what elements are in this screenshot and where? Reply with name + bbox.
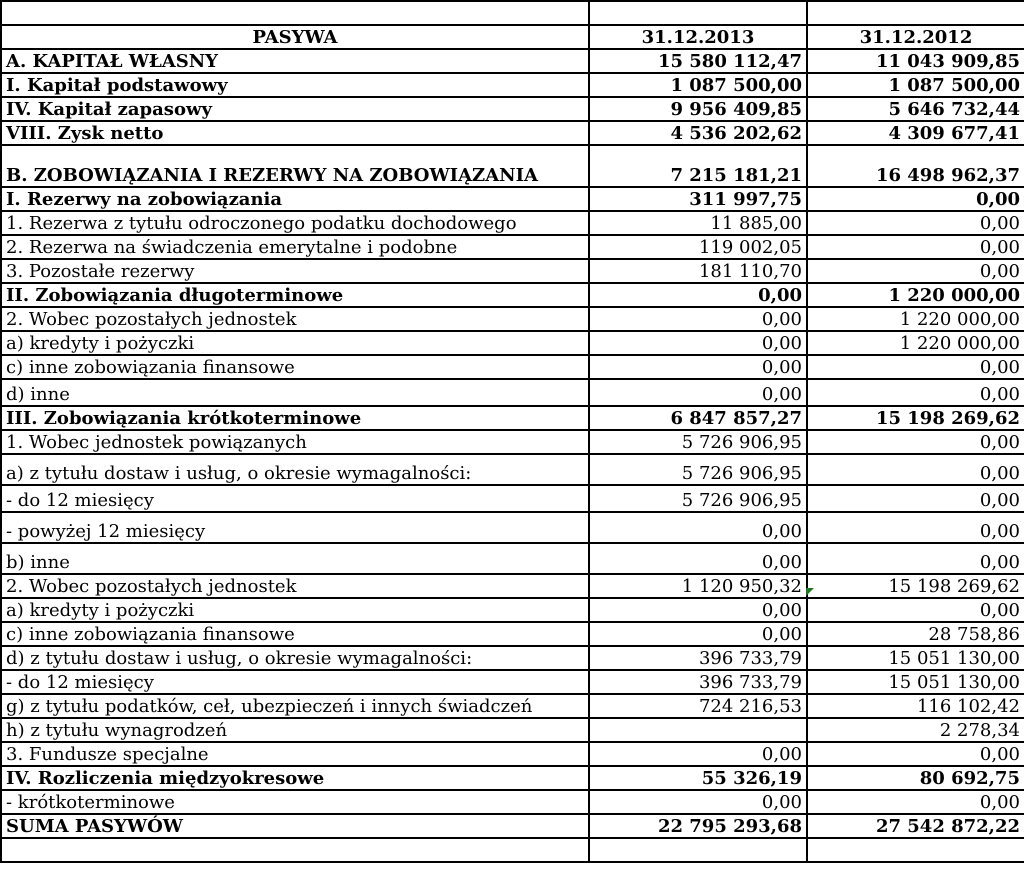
row-label-cell[interactable]: h) z tytułu wynagrodzeń xyxy=(1,718,589,742)
row-label-cell[interactable]: - krótkoterminowe xyxy=(1,790,589,814)
table-row xyxy=(1,331,1024,355)
value-2013-cell[interactable]: 0,00 xyxy=(589,355,807,379)
cell[interactable] xyxy=(589,1,807,25)
table-row xyxy=(1,145,1024,187)
value-2013-cell[interactable]: 1 120 950,32 xyxy=(589,574,807,598)
value-2013-cell[interactable]: 0,00 xyxy=(589,307,807,331)
value-2012-cell[interactable]: 15 051 130,00 xyxy=(807,646,1024,670)
value-2013-cell[interactable]: 0,00 xyxy=(589,622,807,646)
value-2012-cell[interactable]: 1 220 000,00 xyxy=(807,283,1024,307)
value-2013-cell[interactable]: 22 795 293,68 xyxy=(589,814,807,838)
value-2012-cell[interactable]: 0,00 xyxy=(807,790,1024,814)
value-2012-cell[interactable]: 0,00 xyxy=(807,235,1024,259)
table-row xyxy=(1,283,1024,307)
value-2012-cell[interactable]: 0,00 xyxy=(807,485,1024,512)
value-2012-cell[interactable]: 16 498 962,37 xyxy=(807,145,1024,187)
value-2012-cell[interactable]: 5 646 732,44 xyxy=(807,97,1024,121)
value-2012-cell[interactable]: 1 220 000,00 xyxy=(807,307,1024,331)
table-row xyxy=(1,718,1024,742)
value-2012-cell[interactable]: 0,00 xyxy=(807,543,1024,574)
value-2013-cell[interactable]: 1 087 500,00 xyxy=(589,73,807,97)
table-row xyxy=(1,814,1024,838)
table-row xyxy=(1,355,1024,379)
table-row xyxy=(1,574,1024,598)
table-row xyxy=(1,646,1024,670)
row-label-cell[interactable]: IV. Kapitał zapasowy xyxy=(1,97,589,121)
table-row xyxy=(1,512,1024,543)
value-2013-cell[interactable]: 5 726 906,95 xyxy=(589,454,807,485)
row-label-cell[interactable]: 2. Wobec pozostałych jednostek xyxy=(1,307,589,331)
cell[interactable] xyxy=(807,1,1024,25)
row-label-cell[interactable]: III. Zobowiązania krótkoterminowe xyxy=(1,406,589,430)
table-row xyxy=(1,259,1024,283)
value-2013-cell[interactable]: 119 002,05 xyxy=(589,235,807,259)
value-2013-cell[interactable]: 6 847 857,27 xyxy=(589,406,807,430)
blank-bottom-row xyxy=(1,838,1024,862)
value-2013-cell[interactable]: 0,00 xyxy=(589,283,807,307)
row-label-cell[interactable]: a) kredyty i pożyczki xyxy=(1,598,589,622)
row-label-cell[interactable]: 2. Wobec pozostałych jednostek xyxy=(1,574,589,598)
value-2013-cell[interactable]: 0,00 xyxy=(589,543,807,574)
cell-comment-indicator[interactable] xyxy=(806,588,814,596)
table-row xyxy=(1,307,1024,331)
value-2012-cell[interactable]: 2 278,34 xyxy=(807,718,1024,742)
value-2013-cell[interactable]: 0,00 xyxy=(589,512,807,543)
cell[interactable] xyxy=(807,838,1024,862)
row-label-cell[interactable]: VIII. Zysk netto xyxy=(1,121,589,145)
table-row xyxy=(1,49,1024,73)
value-2013-cell[interactable]: 181 110,70 xyxy=(589,259,807,283)
row-label-cell[interactable]: II. Zobowiązania długoterminowe xyxy=(1,283,589,307)
table-row xyxy=(1,694,1024,718)
value-2013-cell[interactable]: 15 580 112,47 xyxy=(589,49,807,73)
table-row xyxy=(1,790,1024,814)
value-2013-cell[interactable] xyxy=(589,718,807,742)
value-2013-cell[interactable]: 0,00 xyxy=(589,331,807,355)
table-row xyxy=(1,121,1024,145)
value-2013-cell[interactable]: 396 733,79 xyxy=(589,646,807,670)
liabilities-table-body xyxy=(1,1,1024,862)
value-2013-cell[interactable]: 0,00 xyxy=(589,598,807,622)
row-label-cell[interactable]: 3. Pozostałe rezerwy xyxy=(1,259,589,283)
table-row xyxy=(1,454,1024,485)
value-2012-cell[interactable]: 0,00 xyxy=(807,430,1024,454)
value-2013-cell[interactable]: 311 997,75 xyxy=(589,187,807,211)
row-label-cell[interactable]: c) inne zobowiązania finansowe xyxy=(1,355,589,379)
value-2013-cell[interactable]: 7 215 181,21 xyxy=(589,145,807,187)
value-2012-cell[interactable]: 0,00 xyxy=(807,259,1024,283)
value-2012-cell[interactable]: 0,00 xyxy=(807,379,1024,406)
header-label-cell[interactable]: PASYWA xyxy=(1,25,589,49)
cell[interactable] xyxy=(1,1,589,25)
table-row xyxy=(1,406,1024,430)
header-2012-cell[interactable]: 31.12.2012 xyxy=(807,25,1024,49)
value-2012-cell[interactable]: 0,00 xyxy=(807,512,1024,543)
row-label-cell[interactable]: d) inne xyxy=(1,379,589,406)
value-2012-cell[interactable]: 15 051 130,00 xyxy=(807,670,1024,694)
value-2013-cell[interactable]: 5 726 906,95 xyxy=(589,485,807,512)
table-row xyxy=(1,622,1024,646)
value-2012-cell[interactable]: 0,00 xyxy=(807,187,1024,211)
row-label-cell[interactable]: g) z tytułu podatków, ceł, ubezpieczeń i innych świadczeń xyxy=(1,694,589,718)
value-2012-cell[interactable]: 0,00 xyxy=(807,454,1024,485)
row-label-cell[interactable]: - powyżej 12 miesięcy xyxy=(1,512,589,543)
value-2012-cell[interactable]: 0,00 xyxy=(807,211,1024,235)
row-label-cell[interactable]: c) inne zobowiązania finansowe xyxy=(1,622,589,646)
table-row xyxy=(1,430,1024,454)
value-2012-cell[interactable]: 1 087 500,00 xyxy=(807,73,1024,97)
value-2012-cell[interactable]: 80 692,75 xyxy=(807,766,1024,790)
row-label-cell[interactable]: a) kredyty i pożyczki xyxy=(1,331,589,355)
table-row xyxy=(1,73,1024,97)
row-label-cell[interactable]: - do 12 miesięcy xyxy=(1,670,589,694)
value-2012-cell[interactable]: 0,00 xyxy=(807,355,1024,379)
row-label-cell[interactable]: A. KAPITAŁ WŁASNY xyxy=(1,49,589,73)
row-label-cell[interactable]: d) z tytułu dostaw i usług, o okresie wymagalności: xyxy=(1,646,589,670)
table-row xyxy=(1,670,1024,694)
cell[interactable] xyxy=(589,838,807,862)
cell[interactable] xyxy=(1,838,589,862)
value-2013-cell[interactable]: 55 326,19 xyxy=(589,766,807,790)
value-2012-cell[interactable]: 0,00 xyxy=(807,598,1024,622)
table-row xyxy=(1,379,1024,406)
value-2012-cell[interactable]: 15 198 269,62 xyxy=(807,406,1024,430)
value-2013-cell[interactable]: 11 885,00 xyxy=(589,211,807,235)
value-2013-cell[interactable]: 4 536 202,62 xyxy=(589,121,807,145)
row-label-cell[interactable]: SUMA PASYWÓW xyxy=(1,814,589,838)
value-2012-cell[interactable]: 27 542 872,22 xyxy=(807,814,1024,838)
value-2013-cell[interactable]: 396 733,79 xyxy=(589,670,807,694)
value-2012-cell[interactable]: 15 198 269,62 xyxy=(807,574,1024,598)
value-2013-cell[interactable]: 724 216,53 xyxy=(589,694,807,718)
value-2013-cell[interactable]: 0,00 xyxy=(589,379,807,406)
row-label-cell[interactable]: 3. Fundusze specjalne xyxy=(1,742,589,766)
header-row xyxy=(1,25,1024,49)
value-2013-cell[interactable]: 0,00 xyxy=(589,742,807,766)
row-label-cell[interactable]: 1. Rezerwa z tytułu odroczonego podatku dochodowego xyxy=(1,211,589,235)
row-label-cell[interactable]: b) inne xyxy=(1,543,589,574)
table-row xyxy=(1,235,1024,259)
row-label-cell[interactable]: IV. Rozliczenia międzyokresowe xyxy=(1,766,589,790)
value-2012-cell[interactable]: 0,00 xyxy=(807,742,1024,766)
row-label-cell[interactable]: 2. Rezerwa na świadczenia emerytalne i podobne xyxy=(1,235,589,259)
value-2013-cell[interactable]: 5 726 906,95 xyxy=(589,430,807,454)
row-label-cell[interactable]: I. Rezerwy na zobowiązania xyxy=(1,187,589,211)
table-row xyxy=(1,97,1024,121)
table-row xyxy=(1,543,1024,574)
value-2012-cell[interactable]: 1 220 000,00 xyxy=(807,331,1024,355)
row-label-cell[interactable]: 1. Wobec jednostek powiązanych xyxy=(1,430,589,454)
row-label-cell[interactable]: I. Kapitał podstawowy xyxy=(1,73,589,97)
table-row xyxy=(1,598,1024,622)
table-row xyxy=(1,211,1024,235)
row-label-cell[interactable]: a) z tytułu dostaw i usług, o okresie wymagalności: xyxy=(1,454,589,485)
blank-top-row xyxy=(1,1,1024,25)
row-label-cell[interactable]: B. ZOBOWIĄZANIA I REZERWY NA ZOBOWIĄZANIA xyxy=(1,145,589,187)
value-2012-cell[interactable]: 11 043 909,85 xyxy=(807,49,1024,73)
value-2013-cell[interactable]: 9 956 409,85 xyxy=(589,97,807,121)
value-2012-cell[interactable]: 28 758,86 xyxy=(807,622,1024,646)
value-2012-cell[interactable]: 116 102,42 xyxy=(807,694,1024,718)
value-2012-cell[interactable]: 4 309 677,41 xyxy=(807,121,1024,145)
table-row xyxy=(1,766,1024,790)
row-label-cell[interactable]: - do 12 miesięcy xyxy=(1,485,589,512)
header-2013-cell[interactable]: 31.12.2013 xyxy=(589,25,807,49)
table-row xyxy=(1,187,1024,211)
table-row xyxy=(1,485,1024,512)
table-row xyxy=(1,742,1024,766)
value-2013-cell[interactable]: 0,00 xyxy=(589,790,807,814)
